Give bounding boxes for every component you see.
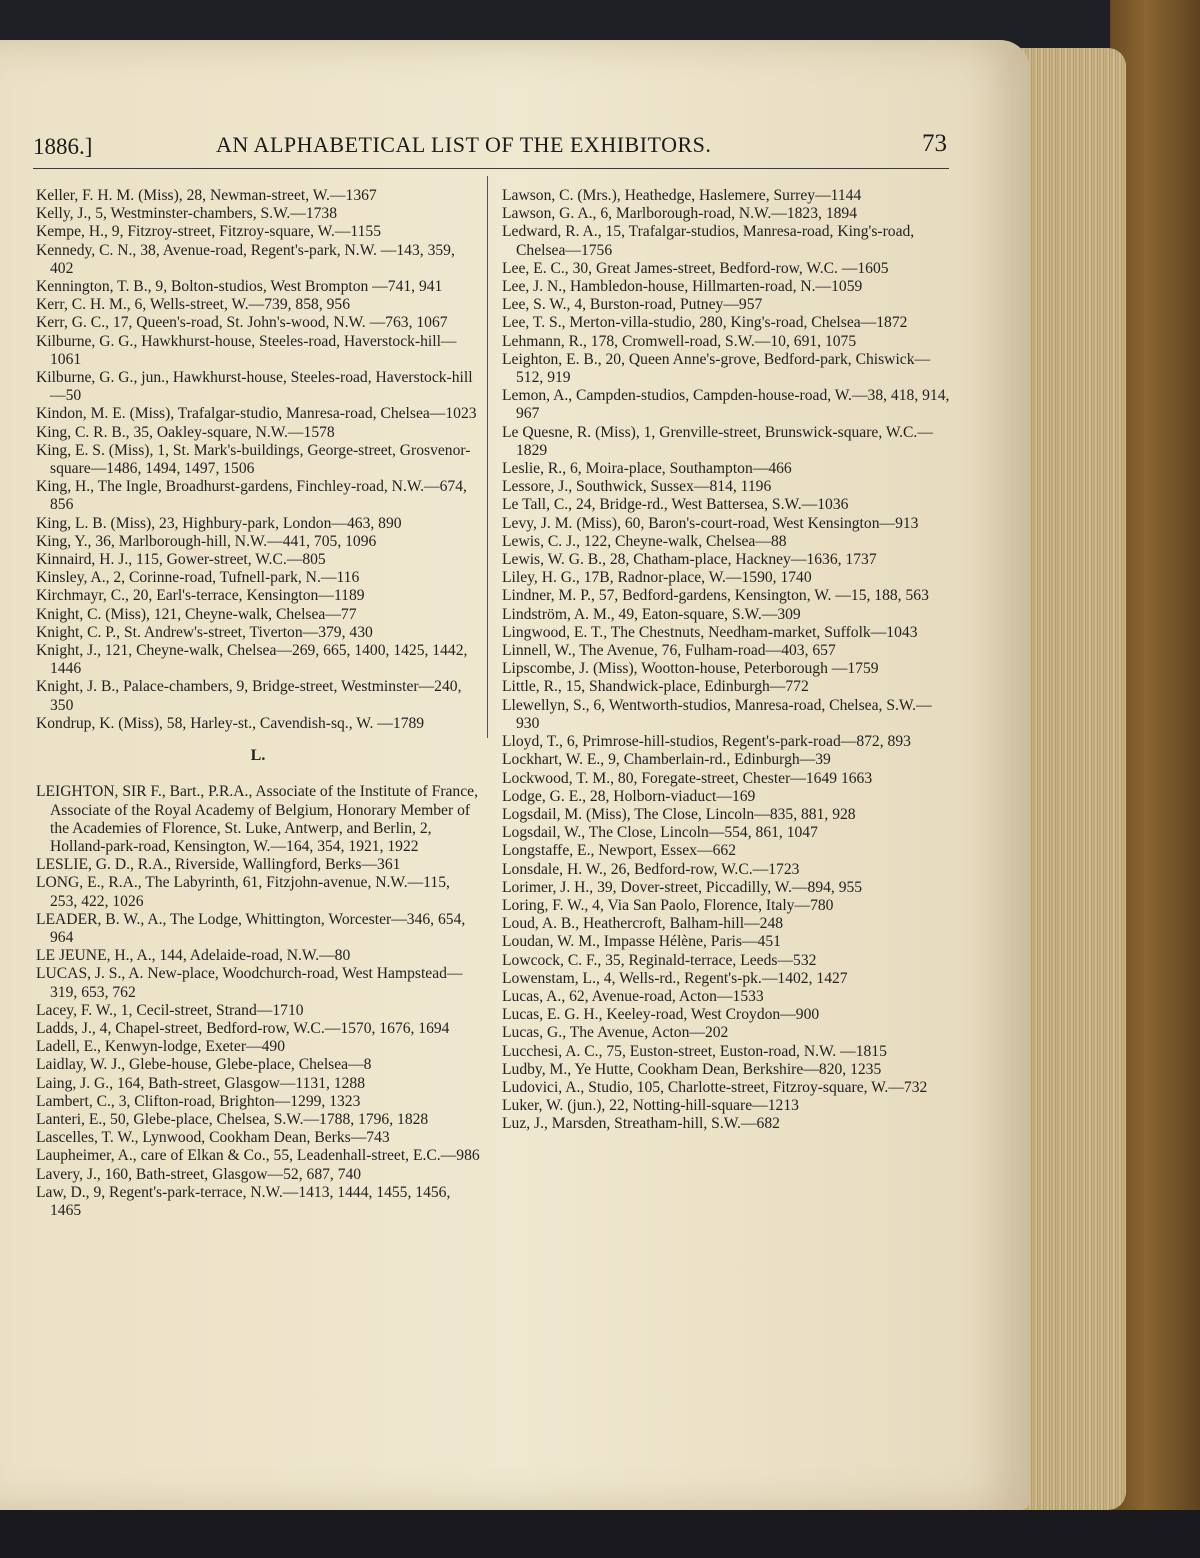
exhibitor-entry: Lloyd, T., 6, Primrose-hill-studios, Regent's-park-road—872, 893 (502, 733, 911, 751)
exhibitor-entry: Lacey, F. W., 1, Cecil-street, Strand—1710 (36, 1001, 304, 1019)
exhibitor-entry: Kilburne, G. G., Hawkhurst-house, Steeles-road, Haverstock-hill—1061 (36, 332, 457, 368)
exhibitor-entry: Lucas, G., The Avenue, Acton—202 (502, 1024, 729, 1042)
exhibitor-entry: LEADER, B. W., A., The Lodge, Whittington, Worcester—346, 654, 964 (36, 910, 466, 946)
exhibitor-entry: Ludovici, A., Studio, 105, Charlotte-street, Fitzroy-square, W.—732 (502, 1078, 928, 1096)
exhibitor-entry: Kempe, H., 9, Fitzroy-street, Fitzroy-square, W.—1155 (36, 223, 382, 241)
exhibitor-entry: Leslie, R., 6, Moira-place, Southampton—466 (502, 460, 792, 478)
exhibitor-entry: Kerr, C. H. M., 6, Wells-street, W.—739, 858, 956 (36, 296, 351, 314)
exhibitor-entry: Leighton, E. B., 20, Queen Anne's-grove, Bedford-park, Chiswick—512, 919 (502, 350, 931, 387)
left-column (36, 187, 480, 1220)
exhibitor-entry: Lonsdale, H. W., 26, Bedford-row, W.C.—1723 (502, 860, 800, 878)
exhibitor-entry: King, H., The Ingle, Broadhurst-gardens, Finchley-road, N.W.—674, 856 (36, 478, 467, 514)
exhibitor-entry: Kirchmayr, C., 20, Earl's-terrace, Kensington—1189 (36, 587, 365, 605)
exhibitor-entry: Kennedy, C. N., 38, Avenue-road, Regent's-park, N.W. —143, 359, 402 (36, 241, 455, 277)
exhibitor-entry: Laupheimer, A., care of Elkan & Co., 55, Leadenhall-street, E.C.—986 (36, 1147, 480, 1165)
exhibitor-entry: Laing, J. G., 164, Bath-street, Glasgow—1131, 1288 (36, 1074, 366, 1092)
exhibitor-entry: Kinsley, A., 2, Corinne-road, Tufnell-park, N.—116 (36, 569, 360, 587)
exhibitor-entry: Le Tall, C., 24, Bridge-rd., West Battersea, S.W.—1036 (502, 496, 849, 514)
exhibitor-entry: Lingwood, E. T., The Chestnuts, Needham-market, Suffolk—1043 (502, 623, 918, 641)
exhibitor-entry: Knight, C. (Miss), 121, Cheyne-walk, Chelsea—77 (36, 605, 357, 623)
exhibitor-entry: Lawson, C. (Mrs.), Heathedge, Haslemere, Surrey—1144 (502, 187, 862, 204)
exhibitor-entry: Kelly, J., 5, Westminster-chambers, S.W.—1738 (36, 205, 338, 223)
page-number: 73 (922, 130, 947, 157)
exhibitor-entry: Keller, F. H. M. (Miss), 28, Newman-street, W.—1367 (36, 187, 377, 204)
exhibitor-entry: Lindström, A. M., 49, Eaton-square, S.W.—309 (502, 605, 801, 623)
header-title: AN ALPHABETICAL LIST OF THE EXHIBITORS. (216, 132, 712, 157)
column-divider (487, 176, 488, 738)
exhibitor-entry: Lessore, J., Southwick, Sussex—814, 1196 (502, 478, 772, 496)
exhibitor-entry: Lucchesi, A. C., 75, Euston-street, Euston-road, N.W. —1815 (502, 1042, 887, 1060)
exhibitor-entry: Laidlay, W. J., Glebe-house, Glebe-place, Chelsea—8 (36, 1056, 372, 1074)
exhibitor-entry: Levy, J. M. (Miss), 60, Baron's-court-road, West Kensington—913 (502, 514, 919, 532)
exhibitor-entry: Kerr, G. C., 17, Queen's-road, St. John's-wood, N.W. —763, 1067 (36, 314, 448, 332)
exhibitor-entry: Law, D., 9, Regent's-park-terrace, N.W.—1413, 1444, 1455, 1456, 1465 (36, 1183, 451, 1219)
exhibitor-entry: Lewis, C. J., 122, Cheyne-walk, Chelsea—88 (502, 532, 787, 550)
exhibitor-entry: Lanteri, E., 50, Glebe-place, Chelsea, S.W.—1788, 1796, 1828 (36, 1110, 429, 1128)
exhibitor-entry: Lewis, W. G. B., 28, Chatham-place, Hackney—1636, 1737 (502, 551, 877, 569)
exhibitor-entry: Kilburne, G. G., jun., Hawkhurst-house, Steeles-road, Haverstock-hill—50 (36, 369, 473, 405)
exhibitor-entry: Loudan, W. M., Impasse Hélène, Paris—451 (502, 933, 781, 951)
right-entry-list (502, 187, 950, 1134)
exhibitor-entry: Lipscombe, J. (Miss), Wootton-house, Peterborough —1759 (502, 660, 879, 678)
exhibitor-entry: Kinnaird, H. J., 115, Gower-street, W.C.—805 (36, 551, 326, 569)
exhibitor-entry: Le Quesne, R. (Miss), 1, Grenville-street, Brunswick-square, W.C.—1829 (502, 423, 933, 459)
exhibitor-entry: Longstaffe, E., Newport, Essex—662 (502, 842, 737, 860)
exhibitor-entry: Loring, F. W., 4, Via San Paolo, Florence, Italy—780 (502, 896, 834, 914)
exhibitor-entry: Kennington, T. B., 9, Bolton-studios, West Brompton —741, 941 (36, 278, 443, 296)
l-entry-list (36, 783, 480, 1220)
exhibitor-entry: Lemon, A., Campden-studios, Campden-house-road, W.—38, 418, 914, 967 (502, 387, 950, 423)
exhibitor-entry: LESLIE, G. D., R.A., Riverside, Wallingford, Berks—361 (36, 856, 401, 874)
exhibitor-entry: Luker, W. (jun.), 22, Notting-hill-square—1213 (502, 1097, 799, 1115)
exhibitor-entry: King, E. S. (Miss), 1, St. Mark's-buildings, George-street, Grosvenor-square—1486, 1494, 1497, 1506 (36, 441, 471, 478)
exhibitor-entry: Lodge, G. E., 28, Holborn-viaduct—169 (502, 787, 756, 805)
exhibitor-entry: Lee, J. N., Hambledon-house, Hillmarten-road, N.—1059 (502, 278, 863, 296)
exhibitor-entry: Lambert, C., 3, Clifton-road, Brighton—1299, 1323 (36, 1092, 361, 1110)
exhibitor-entry: Lee, S. W., 4, Burston-road, Putney—957 (502, 296, 763, 314)
exhibitor-entry: Lehmann, R., 178, Cromwell-road, S.W.—10, 691, 1075 (502, 332, 857, 350)
exhibitor-entry: Loud, A. B., Heathercroft, Balham-hill—248 (502, 915, 784, 933)
exhibitor-entry: Lowenstam, L., 4, Wells-rd., Regent's-pk.—1402, 1427 (502, 969, 848, 987)
exhibitor-entry: King, C. R. B., 35, Oakley-square, N.W.—1578 (36, 423, 335, 441)
exhibitor-entry: Logsdail, M. (Miss), The Close, Lincoln—835, 881, 928 (502, 805, 856, 823)
exhibitor-entry: Kindon, M. E. (Miss), Trafalgar-studio, Manresa-road, Chelsea—1023 (36, 405, 477, 423)
exhibitor-entry: Knight, J. B., Palace-chambers, 9, Bridge-street, Westminster—240, 350 (36, 678, 462, 714)
exhibitor-entry: LUCAS, J. S., A. New-place, Woodchurch-road, West Hampstead—319, 653, 762 (36, 965, 463, 1001)
exhibitor-entry: LE JEUNE, H., A., 144, Adelaide-road, N.W.—80 (36, 947, 351, 965)
exhibitor-entry: LONG, E., R.A., The Labyrinth, 61, Fitzjohn-avenue, N.W.—115, 253, 422, 1026 (36, 874, 450, 910)
exhibitor-entry: Luz, J., Marsden, Streatham-hill, S.W.—682 (502, 1115, 780, 1133)
exhibitor-entry: Lascelles, T. W., Lynwood, Cookham Dean, Berks—743 (36, 1129, 390, 1147)
exhibitor-entry: Ludby, M., Ye Hutte, Cookham Dean, Berkshire—820, 1235 (502, 1060, 882, 1078)
running-head (0, 128, 1000, 168)
exhibitor-entry: Little, R., 15, Shandwick-place, Edinburgh—772 (502, 678, 809, 696)
exhibitor-entry: Lavery, J., 160, Bath-street, Glasgow—52, 687, 740 (36, 1165, 362, 1183)
exhibitor-entry: Logsdail, W., The Close, Lincoln—554, 861, 1047 (502, 824, 818, 842)
exhibitor-entry: Knight, J., 121, Cheyne-walk, Chelsea—269, 665, 1400, 1425, 1442, 1446 (36, 642, 468, 678)
exhibitor-entry: Lee, E. C., 30, Great James-street, Bedford-row, W.C. —1605 (502, 259, 889, 277)
exhibitor-entry: LEIGHTON, SIR F., Bart., P.R.A., Associate of the Institute of France, Associate of the Royal Academy of Belgium, Honorary Member of the Academies of Florence, St. Luke, Antwerp, and Berlin, 2, Holland-park-road, Kensington, W.—164, 354, 1921, 1922 (36, 783, 478, 855)
k-entry-list (36, 187, 480, 733)
exhibitor-entry: Lockhart, W. E., 9, Chamberlain-rd., Edinburgh—39 (502, 751, 831, 769)
exhibitor-entry: King, L. B. (Miss), 23, Highbury-park, London—463, 890 (36, 514, 402, 532)
exhibitor-entry: Lucas, E. G. H., Keeley-road, West Croydon—900 (502, 1006, 820, 1024)
exhibitor-entry: Linnell, W., The Avenue, 76, Fulham-road—403, 657 (502, 642, 836, 660)
exhibitor-entry: Knight, C. P., St. Andrew's-street, Tiverton—379, 430 (36, 623, 373, 641)
right-column (502, 187, 950, 1134)
exhibitor-entry: Llewellyn, S., 6, Wentworth-studios, Manresa-road, Chelsea, S.W.—930 (502, 696, 932, 732)
exhibitor-entry: Ledward, R. A., 15, Trafalgar-studios, Manresa-road, King's-road, Chelsea—1756 (502, 223, 915, 259)
exhibitor-entry: Lorimer, J. H., 39, Dover-street, Piccadilly, W.—894, 955 (502, 878, 863, 896)
exhibitor-entry: Ladds, J., 4, Chapel-street, Bedford-row, W.C.—1570, 1676, 1694 (36, 1019, 450, 1037)
header-rule (33, 168, 949, 169)
exhibitor-entry: Kondrup, K. (Miss), 58, Harley-st., Cavendish-sq., W. —1789 (36, 714, 425, 732)
exhibitor-entry: Lawson, G. A., 6, Marlborough-road, N.W.—1823, 1894 (502, 205, 858, 223)
exhibitor-entry: Lindner, M. P., 57, Bedford-gardens, Kensington, W. —15, 188, 563 (502, 587, 929, 605)
exhibitor-entry: Lowcock, C. F., 35, Reginald-terrace, Leeds—532 (502, 951, 817, 969)
exhibitor-entry: Liley, H. G., 17B, Radnor-place, W.—1590, 1740 (502, 569, 812, 587)
exhibitor-entry: Lockwood, T. M., 80, Foregate-street, Chester—1649 1663 (502, 769, 873, 787)
background-bottom (0, 1510, 1200, 1558)
exhibitor-entry: King, Y., 36, Marlborough-hill, N.W.—441, 705, 1096 (36, 532, 377, 550)
exhibitor-entry: Ladell, E., Kenwyn-lodge, Exeter—490 (36, 1038, 285, 1056)
section-letter-l: L. (250, 747, 266, 765)
exhibitor-entry: Lucas, A., 62, Avenue-road, Acton—1533 (502, 987, 764, 1005)
exhibitor-entry: Lee, T. S., Merton-villa-studio, 280, King's-road, Chelsea—1872 (502, 314, 908, 332)
header-year: 1886.] (33, 134, 93, 159)
